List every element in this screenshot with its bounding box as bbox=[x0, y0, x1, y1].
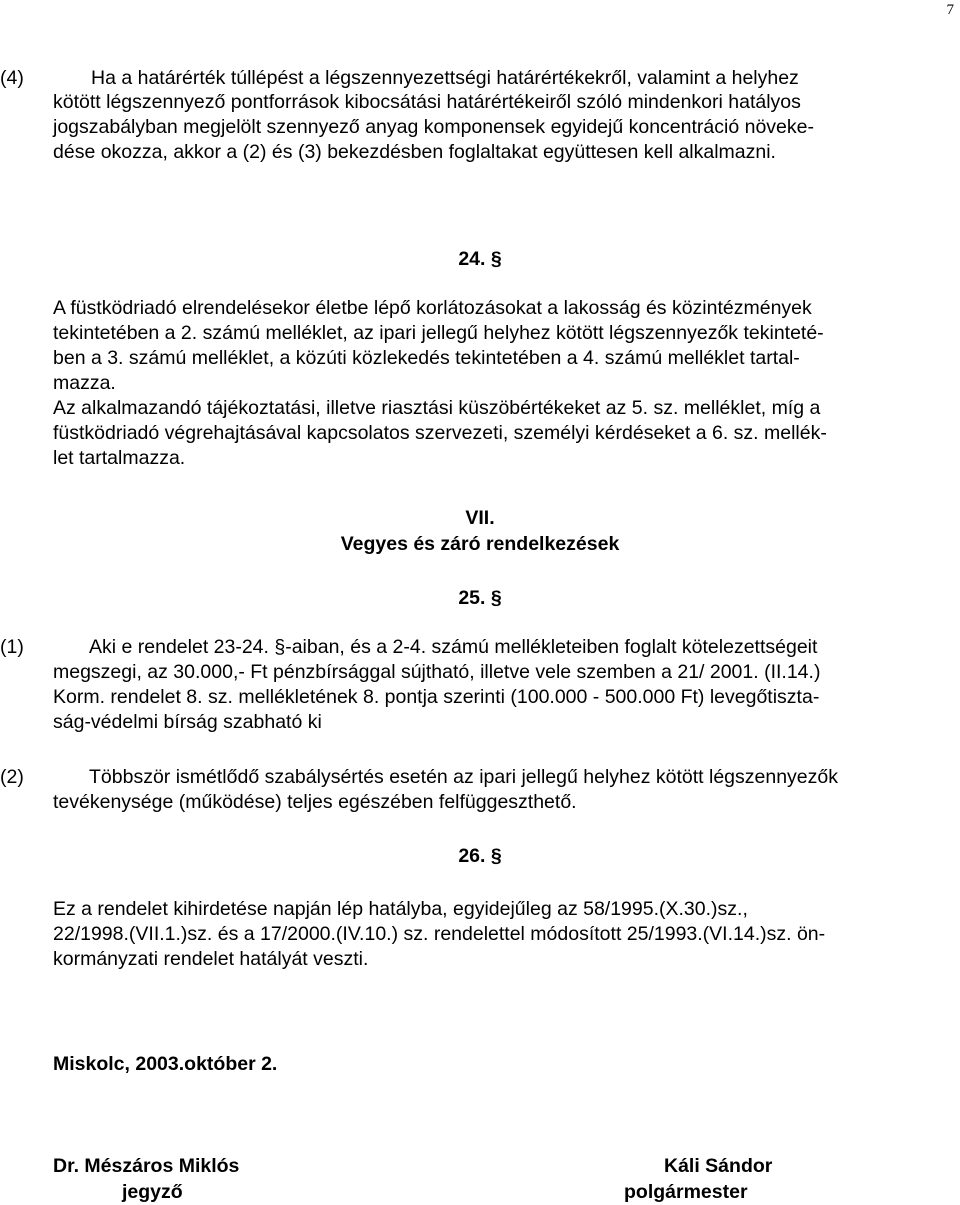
paragraph-label: (2) bbox=[0, 766, 24, 788]
paragraph-4-label: (4) bbox=[0, 67, 24, 89]
signatory-role: jegyző bbox=[122, 1181, 183, 1203]
section-24-line: tekintetében a 2. számú melléklet, az ipari jellegű helyhez kötött légszennyezők tekinteté- bbox=[53, 322, 824, 344]
paragraph-line: Többször ismétlődő szabálysértés esetén az ipari jellegű helyhez kötött légszennyezők bbox=[89, 766, 838, 788]
signatory-name: Dr. Mészáros Miklós bbox=[53, 1155, 240, 1177]
paragraph-4-line: dése okozza, akkor a (2) és (3) bekezdésben foglaltakat együttesen kell alkalmazni. bbox=[53, 141, 776, 163]
paragraph-line: tevékenysége (működése) teljes egészében felfüggeszthető. bbox=[53, 791, 577, 813]
section-26-line: 22/1998.(VII.1.)sz. és a 17/2000.(IV.10.) sz. rendelettel módosított 25/1993.(VI.14.)sz. ön- bbox=[53, 923, 826, 945]
paragraph-line: Korm. rendelet 8. sz. mellékletének 8. pontja szerinti (100.000 - 500.000 Ft) levegőtiszta- bbox=[53, 686, 820, 708]
section-26-line: Ez a rendelet kihirdetése napján lép hatályba, egyidejűleg az 58/1995.(X.30.)sz., bbox=[53, 898, 748, 920]
page-number: 7 bbox=[946, 2, 954, 18]
paragraph-4-line: jogszabályban megjelölt szennyező anyag komponensek egyidejű koncentráció növeke- bbox=[53, 116, 814, 138]
signatory-name: Káli Sándor bbox=[664, 1155, 773, 1177]
paragraph-line: Aki e rendelet 23-24. §-aiban, és a 2-4. számú mellékleteiben foglalt kötelezettségeit bbox=[89, 636, 818, 658]
paragraph-label: (1) bbox=[0, 636, 24, 658]
chapter-number: VII. bbox=[465, 507, 495, 529]
paragraph-4-line: Ha a határérték túllépést a légszennyezettségi határértékekről, valamint a helyhez bbox=[91, 67, 799, 89]
section-24-line: A füstködriadó elrendelésekor életbe lépő korlátozásokat a lakosság és közintézmények bbox=[53, 297, 812, 319]
section-24-line: Az alkalmazandó tájékoztatási, illetve riasztási küszöbértékeket az 5. sz. melléklet, míg a bbox=[53, 397, 821, 419]
section-25-heading: 25. § bbox=[458, 587, 502, 609]
section-24-line: ben a 3. számú melléklet, a közúti közlekedés tekintetében a 4. számú melléklet tartal- bbox=[53, 347, 800, 369]
paragraph-line: megszegi, az 30.000,- Ft pénzbírsággal sújtható, illetve vele szemben a 21/ 2001. (II.14.) bbox=[53, 661, 821, 683]
chapter-title: Vegyes és záró rendelkezések bbox=[340, 533, 620, 555]
section-26-heading: 26. § bbox=[458, 845, 502, 867]
place-date: Miskolc, 2003.október 2. bbox=[53, 1053, 278, 1075]
section-26-line: kormányzati rendelet hatályát veszti. bbox=[53, 948, 369, 970]
paragraph-4-line: kötött légszennyező pontforrások kibocsátási határértékeiről szóló mindenkori hatályos bbox=[53, 91, 801, 113]
paragraph-line: ság-védelmi bírság szabható ki bbox=[53, 711, 322, 733]
section-24-heading: 24. § bbox=[458, 248, 502, 270]
section-24-line: mazza. bbox=[53, 372, 116, 394]
section-24-line: füstködriadó végrehajtásával kapcsolatos szervezeti, személyi kérdéseket a 6. sz. mellék- bbox=[53, 422, 827, 444]
signatory-role: polgármester bbox=[624, 1181, 748, 1203]
section-24-line: let tartalmazza. bbox=[53, 447, 186, 469]
